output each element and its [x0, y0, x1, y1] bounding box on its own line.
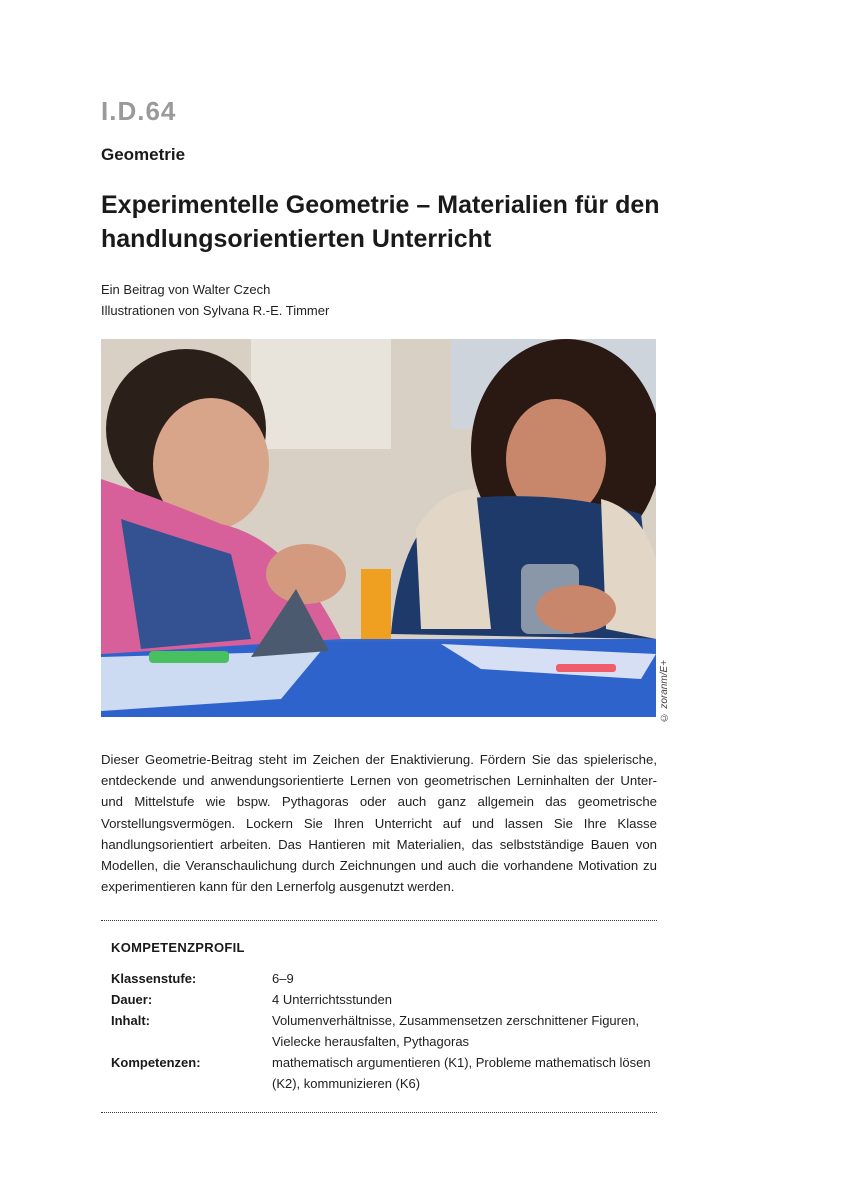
author-line: Ein Beitrag von Walter Czech — [101, 282, 271, 297]
cover-photo — [101, 339, 656, 717]
illustrator-line: Illustrationen von Sylvana R.-E. Timmer — [101, 303, 330, 318]
divider-top — [101, 920, 657, 921]
competence-profile-heading: KOMPETENZPROFIL — [111, 940, 245, 955]
byline — [101, 279, 329, 321]
cover-photo-illustration — [101, 339, 656, 717]
divider-bottom — [101, 1112, 657, 1113]
photo-credit: © zoranm/E+ — [659, 660, 670, 723]
profile-value: 4 Unterrichtsstunden — [272, 992, 392, 1007]
profile-value: 6–9 — [272, 971, 294, 986]
profile-label: Dauer: — [111, 992, 153, 1007]
page-title: Experimentelle Geometrie – Materialien für den handlungsorientierten Unterricht — [101, 191, 660, 253]
intro-paragraph: Dieser Geometrie-Beitrag steht im Zeichen der Enaktivierung. Fördern Sie das spielerische, entdeckende und anwendungsorientierte Lernen von geometrischen Lerninhalten der Unter- und Mittelstufe wie bspw. Pythagoras oder auch ganz allgemein das geometrische Vorstellungsvermögen. Lockern Sie Ihren Unterricht auf und lassen Sie Ihre Klasse handlungsorientiert arbeiten. Das Hantieren mit Materialien, das selbstständige Bauen von Modellen, die Veranschaulichung durch Zeichnungen und auch die vorhandene Motivation zu experimentieren kann für den Lernerfolg ausgenutzt werden. — [101, 752, 657, 895]
subject-label: Geometrie — [101, 145, 186, 164]
profile-label: Klassenstufe: — [111, 971, 197, 986]
profile-value: mathematisch argumentieren (K1), Probleme mathematisch lösen (K2), kommunizieren (K6) — [272, 1055, 651, 1091]
document-code: I.D.64 — [101, 96, 177, 126]
profile-label: Kompetenzen: — [111, 1055, 201, 1070]
profile-value: Volumenverhältnisse, Zusammensetzen zerschnittener Figuren, Vielecke herausfalten, Pythagoras — [272, 1013, 640, 1049]
profile-label: Inhalt: — [111, 1013, 150, 1028]
